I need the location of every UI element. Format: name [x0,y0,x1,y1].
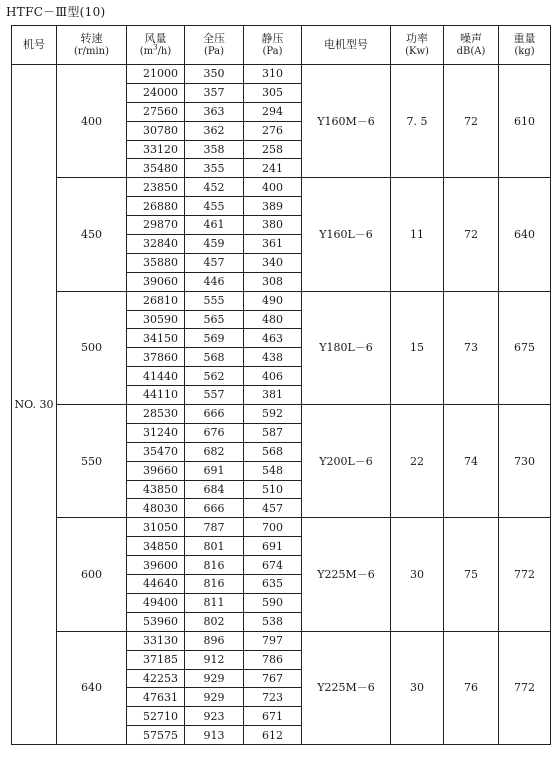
static-pressure-cell: 490 [244,291,302,310]
static-pressure-cell: 590 [244,593,302,612]
table-row [12,65,551,84]
airflow-cell: 26880 [127,197,185,216]
static-pressure-cell: 723 [244,688,302,707]
total-pressure-cell: 787 [185,518,244,537]
airflow-cell: 31050 [127,518,185,537]
airflow-cell: 39660 [127,461,185,480]
table-row [12,405,551,424]
static-pressure-cell: 480 [244,310,302,329]
airflow-cell: 44110 [127,386,185,405]
airflow-cell: 28530 [127,405,185,424]
table-row [12,518,551,537]
total-pressure-cell: 455 [185,197,244,216]
static-pressure-cell: 671 [244,707,302,726]
airflow-cell: 47631 [127,688,185,707]
header-weight: 重量 (kg) [499,26,551,65]
airflow-cell: 34850 [127,537,185,556]
airflow-cell: 33120 [127,140,185,159]
static-pressure-cell: 308 [244,272,302,291]
static-pressure-cell: 438 [244,348,302,367]
total-pressure-cell: 565 [185,310,244,329]
speed-cell: 400 [57,65,127,178]
static-pressure-cell: 294 [244,102,302,121]
total-pressure-cell: 666 [185,405,244,424]
airflow-cell: 23850 [127,178,185,197]
airflow-cell: 37185 [127,650,185,669]
airflow-cell: 26810 [127,291,185,310]
static-pressure-cell: 635 [244,575,302,594]
static-pressure-cell: 674 [244,556,302,575]
motor-model-cell: Y180L－6 [302,291,391,404]
header-airflow: 风量 $(m^3/h)$ [127,26,185,65]
weight-cell: 772 [499,518,551,631]
total-pressure-cell: 362 [185,121,244,140]
header-noise: 噪声 dB(A) [444,26,499,65]
total-pressure-cell: 358 [185,140,244,159]
total-pressure-cell: 816 [185,556,244,575]
airflow-cell: 34150 [127,329,185,348]
total-pressure-cell: 801 [185,537,244,556]
speed-cell: 550 [57,405,127,518]
airflow-cell: 44640 [127,575,185,594]
weight-cell: 675 [499,291,551,404]
total-pressure-cell: 802 [185,612,244,631]
total-pressure-cell: 682 [185,442,244,461]
airflow-cell: 39060 [127,272,185,291]
noise-cell: 75 [444,518,499,631]
airflow-cell: 48030 [127,499,185,518]
static-pressure-cell: 592 [244,405,302,424]
static-pressure-cell: 389 [244,197,302,216]
motor-model-cell: Y160L－6 [302,178,391,291]
table-row [12,178,551,197]
noise-cell: 72 [444,65,499,178]
static-pressure-cell: 310 [244,65,302,84]
motor-model-cell: Y200L－6 [302,405,391,518]
airflow-cell: 31240 [127,423,185,442]
total-pressure-cell: 816 [185,575,244,594]
total-pressure-cell: 691 [185,461,244,480]
static-pressure-cell: 380 [244,216,302,235]
speed-cell: 600 [57,518,127,631]
machine-no-cell: NO. 30 [12,65,57,745]
static-pressure-cell: 548 [244,461,302,480]
total-pressure-cell: 461 [185,216,244,235]
static-pressure-cell: 691 [244,537,302,556]
airflow-cell: 35480 [127,159,185,178]
power-cell: 7. 5 [391,65,444,178]
static-pressure-cell: 700 [244,518,302,537]
total-pressure-cell: 676 [185,423,244,442]
airflow-cell: 32840 [127,235,185,254]
total-pressure-cell: 459 [185,235,244,254]
airflow-cell: 35880 [127,253,185,272]
header-machine-no: 机号 [12,26,57,65]
airflow-cell: 27560 [127,102,185,121]
total-pressure-cell: 912 [185,650,244,669]
total-pressure-cell: 555 [185,291,244,310]
page-title: HTFC－Ⅲ型(10) [6,5,106,19]
noise-cell: 74 [444,405,499,518]
motor-model-cell: Y225M－6 [302,518,391,631]
total-pressure-cell: 929 [185,688,244,707]
airflow-cell: 52710 [127,707,185,726]
motor-model-cell: Y160M－6 [302,65,391,178]
static-pressure-cell: 361 [244,235,302,254]
static-pressure-cell: 463 [244,329,302,348]
speed-cell: 450 [57,178,127,291]
header-total-pressure: 全压 (Pa) [185,26,244,65]
static-pressure-cell: 241 [244,159,302,178]
airflow-cell: 37860 [127,348,185,367]
airflow-cell: 30780 [127,121,185,140]
total-pressure-cell: 363 [185,102,244,121]
table-row [12,291,551,310]
airflow-cell: 29870 [127,216,185,235]
static-pressure-cell: 406 [244,367,302,386]
power-cell: 11 [391,178,444,291]
header-static-pressure: 静压 (Pa) [244,26,302,65]
noise-cell: 76 [444,631,499,744]
airflow-cell: 24000 [127,83,185,102]
static-pressure-cell: 258 [244,140,302,159]
motor-model-cell: Y225M－6 [302,631,391,744]
airflow-cell: 53960 [127,612,185,631]
total-pressure-cell: 557 [185,386,244,405]
fan-spec-table [11,25,551,745]
static-pressure-cell: 381 [244,386,302,405]
total-pressure-cell: 357 [185,83,244,102]
power-cell: 22 [391,405,444,518]
weight-cell: 772 [499,631,551,744]
total-pressure-cell: 684 [185,480,244,499]
static-pressure-cell: 276 [244,121,302,140]
airflow-cell: 21000 [127,65,185,84]
power-cell: 30 [391,518,444,631]
airflow-cell: 35470 [127,442,185,461]
static-pressure-cell: 510 [244,480,302,499]
total-pressure-cell: 452 [185,178,244,197]
weight-cell: 730 [499,405,551,518]
total-pressure-cell: 913 [185,726,244,745]
total-pressure-cell: 569 [185,329,244,348]
total-pressure-cell: 350 [185,65,244,84]
static-pressure-cell: 340 [244,253,302,272]
weight-cell: 640 [499,178,551,291]
power-cell: 30 [391,631,444,744]
static-pressure-cell: 400 [244,178,302,197]
static-pressure-cell: 457 [244,499,302,518]
speed-cell: 500 [57,291,127,404]
total-pressure-cell: 666 [185,499,244,518]
airflow-cell: 30590 [127,310,185,329]
total-pressure-cell: 929 [185,669,244,688]
speed-cell: 640 [57,631,127,744]
noise-cell: 73 [444,291,499,404]
airflow-cell: 41440 [127,367,185,386]
airflow-cell: 49400 [127,593,185,612]
header-row [12,26,551,65]
static-pressure-cell: 767 [244,669,302,688]
header-power: 功率 (Kw) [391,26,444,65]
total-pressure-cell: 355 [185,159,244,178]
static-pressure-cell: 786 [244,650,302,669]
total-pressure-cell: 562 [185,367,244,386]
airflow-cell: 43850 [127,480,185,499]
airflow-cell: 57575 [127,726,185,745]
static-pressure-cell: 612 [244,726,302,745]
power-cell: 15 [391,291,444,404]
static-pressure-cell: 538 [244,612,302,631]
total-pressure-cell: 446 [185,272,244,291]
total-pressure-cell: 923 [185,707,244,726]
header-speed: 转速 (r/min) [57,26,127,65]
total-pressure-cell: 568 [185,348,244,367]
table-row [12,631,551,650]
airflow-cell: 33130 [127,631,185,650]
airflow-cell: 39600 [127,556,185,575]
weight-cell: 610 [499,65,551,178]
static-pressure-cell: 797 [244,631,302,650]
static-pressure-cell: 568 [244,442,302,461]
total-pressure-cell: 896 [185,631,244,650]
total-pressure-cell: 811 [185,593,244,612]
total-pressure-cell: 457 [185,253,244,272]
header-motor-model: 电机型号 [302,26,391,65]
noise-cell: 72 [444,178,499,291]
static-pressure-cell: 305 [244,83,302,102]
airflow-cell: 42253 [127,669,185,688]
static-pressure-cell: 587 [244,423,302,442]
